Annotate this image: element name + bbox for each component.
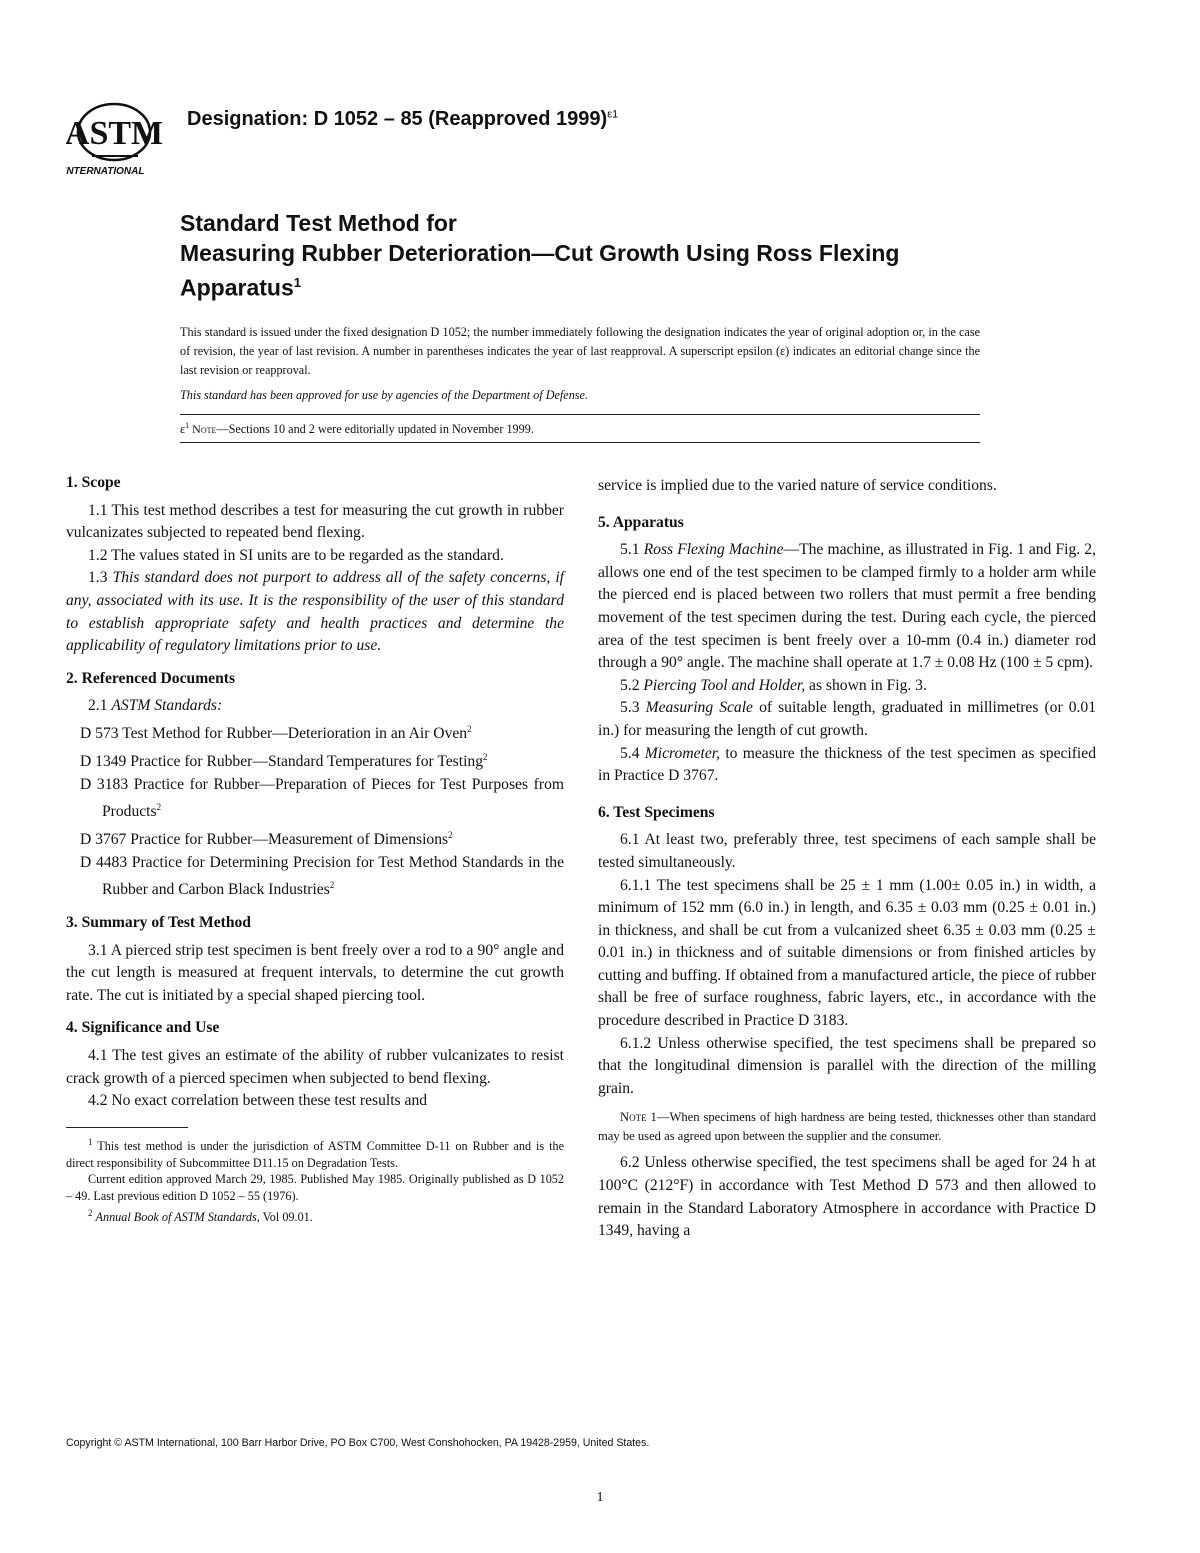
section-heading-test-specimens: 6. Test Specimens [598,803,715,821]
section-heading-scope: 1. Scope [66,474,121,491]
epsilon-note-label: Note [192,422,217,437]
paragraph-3-1: 3.1 A pierced strip test specimen is bent freely over a rod to a 90° angle and the cut length is measured at frequent intervals, to determine the cut growth rate. The cut is initiated by a special shaped piercing tool. [66,941,564,1004]
section-heading-referenced-documents: 2. Referenced Documents [66,669,236,687]
svg-text:ASTM: ASTM [66,115,164,152]
footnote-divider [66,1127,188,1128]
issuance-notice: This standard is issued under the fixed designation D 1052; the number immediately following the designation indicates the year of original adoption or, in the case of revision, the year of last revision. A number in parentheses indicates the year of last reapproval. A superscript epsilon (ε) indicates an editorial change since the last revision or reapproval. [180,325,980,377]
title-line-2: Measuring Rubber Deterioration—Cut Growth Using Ross Flexing Apparatus$^1$ [180,240,900,301]
title-line-1: Standard Test Method for [180,210,457,236]
paragraph-1-3: 1.3 This standard does not purport to address all of the safety concerns, if any, associated with its use. It is the responsibility of the user of this standard to establish appropriate safety and health practices and determine the applicability of regulatory limitations prior to use. [66,569,564,655]
reference-item: D 3183 Practice for Rubber—Preparation of Pieces for Test Purposes from Products$^2$ [80,775,564,821]
footnote-1-edition: Current edition approved March 29, 1985. Published May 1985. Originally published as D 1052 – 49. Last previous edition D 1052 – 55 (1976). [66,1172,564,1204]
divider [180,442,980,443]
section-heading-apparatus: 5. Apparatus [598,513,684,531]
footnote-1: $^1$ This test method is under the jurisdiction of ASTM Committee D-11 on Rubber and is the direct responsibility of Subcommittee D11.15 on Degradation Tests. [66,1136,564,1170]
svg-text:INTERNATIONAL: INTERNATIONAL [66,166,145,177]
footnote-2: $^2$ Annual Book of ASTM Standards, Vol 09.01. [88,1208,313,1225]
section-heading-summary: 3. Summary of Test Method [66,914,251,932]
right-column [598,475,1096,1243]
paragraph-6-1-1: 6.1.1 The test specimens shall be 25 ± 1 mm (1.00± 0.05 in.) in width, a minimum of 152 mm (6.0 in.) in length, and 6.35 ± 0.03 mm (0.25 ± 0.01 in.) in thickness, and shall be cut from a vulcanized sheet 6.35 ± 0.03 mm (0.25 ± 0.01 in.) in thickness and of suitable dimensions or from finished articles by cutting and buffing. If obtained from a manufactured article, the piece of rubber shall be free of surface roughness, fabric layers, etc., in accordance with the procedure described in Practice D 3183. [598,876,1096,1030]
designation-label: Designation: [187,108,309,130]
paragraph-5-2: 5.2 Piercing Tool and Holder, as shown in Fig. 3. [620,676,927,694]
divider [180,414,980,415]
left-column [66,472,564,1226]
note-1: Note 1—When specimens of high hardness are being tested, thicknesses other than standard may be used as agreed upon between the supplier and the consumer. [598,1110,1096,1144]
section-heading-significance: 4. Significance and Use [66,1019,220,1037]
reference-item: D 573 Test Method for Rubber—Deterioration in an Air Oven$^2$ [80,723,472,743]
designation-number: D 1052 [313,108,379,130]
designation-year: 85 (Reapproved 1999) [400,108,608,130]
astm-logo-icon [66,92,178,180]
paragraph-4-2: 4.2 No exact correlation between these test results and [88,1092,428,1110]
reference-item: D 1349 Practice for Rubber—Standard Temperatures for Testing$^2$ [80,751,488,770]
designation [187,108,618,131]
paragraph-1-2: 1.2 The values stated in SI units are to be regarded as the standard. [88,546,504,564]
paragraph-6-1: 6.1 At least two, preferably three, test specimens of each sample shall be tested simultaneously. [598,831,1096,871]
paragraph-1-1: 1.1 This test method describes a test for measuring the cut growth in rubber vulcanizates subjected to repeated bend flexing. [66,501,564,542]
title-footnote-ref: 1 [293,275,301,290]
paragraph-5-3: 5.3 Measuring Scale of suitable length, graduated in millimetres (or 0.01 in.) for measuring the length of cut growth. [598,699,1096,739]
paragraph-6-2: 6.2 Unless otherwise specified, the test specimens shall be aged for 24 h at 100°C (212°F) in accordance with Test Method D 573 and then allowed to remain in the Standard Laboratory Atmosphere in accordance with Practice D 1349, having a [598,1154,1096,1240]
dod-notice: This standard has been approved for use by agencies of the Department of Defense. [180,388,588,402]
astm-logo [66,92,178,180]
page-number: 1 [596,1490,604,1505]
paragraph-5-1: 5.1 Ross Flexing Machine—The machine, as illustrated in Fig. 1 and Fig. 2, allows one end of the test specimen to be clamped firmly to a holder arm while the pierced end is placed between two rollers that must permit a free bending movement of the test specimen during the test. During each cycle, the pierced area of the test specimen is bent freely over a 10-mm (0.4 in.) diameter rod through a 90° angle. The machine shall operate at 1.7 ± 0.08 Hz (100 ± 5 cpm). [598,541,1096,672]
epsilon-note: $\varepsilon^1$ Note—Sections 10 and 2 were editorially updated in November 1999. [180,421,534,437]
paragraph-4-1: 4.1 The test gives an estimate of the ability of rubber vulcanizates to resist crack growth of a pierced specimen when subjected to bend flexing. [66,1047,564,1087]
designation-epsilon: ε1 [607,108,619,121]
epsilon-note-text: —Sections 10 and 2 were editorially updated in November 1999. [216,422,534,437]
reference-item: D 3767 Practice for Rubber—Measurement of Dimensions$^2$ [80,829,453,849]
document-title [180,208,980,303]
designation-dash: – [383,108,395,130]
paragraph-2-1: 2.1 ASTM Standards: [88,697,223,715]
paragraph-5-4: 5.4 Micrometer, to measure the thickness of the test specimen as specified in Practice D 3767. [598,744,1096,785]
paragraph-4-2-continued: service is implied due to the varied nature of service conditions. [598,477,997,494]
copyright-notice: Copyright © ASTM International, 100 Barr Harbor Drive, PO Box C700, West Conshohocken, PA 19428-2959, United States. [66,1437,650,1449]
paragraph-6-1-2: 6.1.2 Unless otherwise specified, the test specimens shall be prepared so that the longitudinal dimension is parallel with the direction of the milling grain. [598,1034,1096,1097]
reference-item: D 4483 Practice for Determining Precision for Test Method Standards in the Rubber and Carbon Black Industries$^2$ [80,853,564,899]
